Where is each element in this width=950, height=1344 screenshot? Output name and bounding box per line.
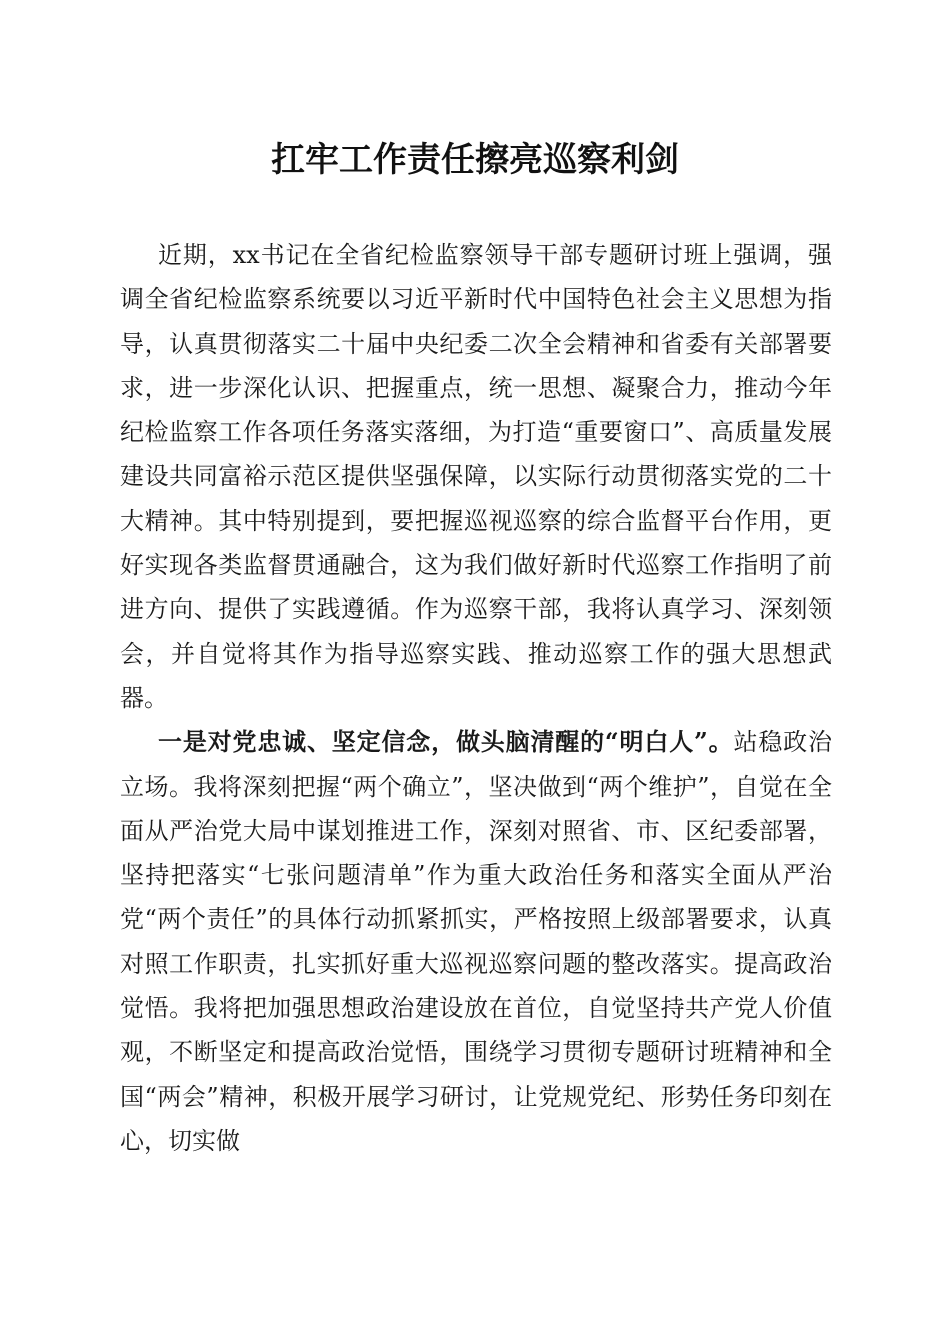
paragraph-point-one-heading: 一是对党忠诚、坚定信念，做头脑清醒的“明白人”。 <box>158 727 734 757</box>
paragraph-point-one <box>120 720 832 1163</box>
paragraph-intro <box>120 233 832 720</box>
paragraph-intro-text: 近期，xx书记在全省纪检监察领导干部专题研讨班上强调，强调全省纪检监察系统要以习近平新时代中国特色社会主义思想为指导，认真贯彻落实二十届中央纪委二次全会精神和省委有关部署要求，进一步深化认识、把握重点，统一思想、凝聚合力，推动今年纪检监察工作各项任务落实落细，为打造“重要窗口”、高质量发展建设共同富裕示范区提供坚强保障，以实际行动贯彻落实党的二十大精神。其中特别提到，要把握巡视巡察的综合监督平台作用，更好实现各类监督贯通融合，这为我们做好新时代巡察工作指明了前进方向、提供了实践遵循。作为巡察干部，我将认真学习、深刻领会，并自觉将其作为指导巡察实践、推动巡察工作的强大思想武器。 <box>120 241 832 712</box>
document-title: 扛牢工作责任擦亮巡察利剑 <box>271 140 679 180</box>
paragraph-point-one-text: 站稳政治立场。我将深刻把握“两个确立”，坚决做到“两个维护”，自觉在全面从严治党大局中谋划推进工作，深刻对照省、市、区纪委部署，坚持把落实“七张问题清单”作为重大政治任务和落实全面从严治党“两个责任”的具体行动抓紧抓实，严格按照上级部署要求，认真对照工作职责，扎实抓好重大巡视巡察问题的整改落实。提高政治觉悟。我将把加强思想政治建设放在首位，自觉坚持共产党人价值观，不断坚定和提高政治觉悟，围绕学习贯彻专题研讨班精神和全国“两会”精神，积极开展学习研讨，让党规党纪、形势任务印刻在心，切实做 <box>120 728 833 1155</box>
document-body <box>120 233 832 1163</box>
